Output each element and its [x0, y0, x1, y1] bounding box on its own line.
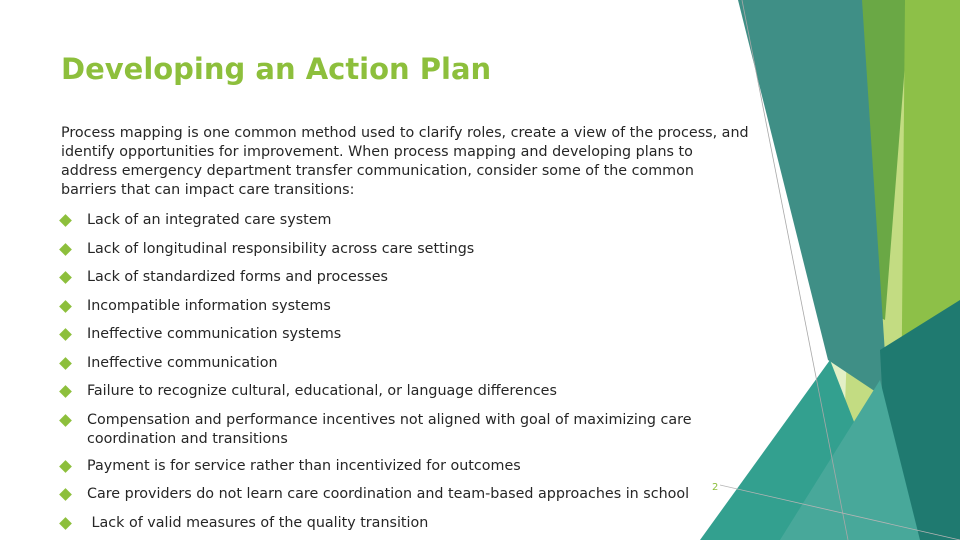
diamond-bullet-icon — [59, 414, 72, 427]
list-item — [61, 211, 741, 230]
list-item-text: Care providers do not learn care coordination and team-based approaches in school — [87, 486, 690, 502]
diamond-bullet-icon — [59, 488, 72, 501]
diamond-bullet-icon — [59, 328, 72, 341]
list-item — [61, 354, 741, 373]
slide-title: Developing an Action Plan — [61, 52, 492, 86]
list-item-text: Payment is for service rather than incentivized for outcomes — [87, 458, 521, 474]
list-item-text: Ineffective communication — [87, 355, 278, 371]
diamond-bullet-icon — [59, 243, 72, 256]
list-item — [61, 268, 741, 287]
list-item — [61, 297, 741, 316]
diamond-bullet-icon — [59, 357, 72, 370]
list-item — [61, 485, 741, 504]
list-item-text: Compensation and performance incentives not aligned with goal of maximizing care coordination and transitions — [87, 412, 692, 447]
list-item-text: Incompatible information systems — [87, 298, 331, 314]
diamond-bullet-icon — [59, 385, 72, 398]
intro-paragraph: Process mapping is one common method used to clarify roles, create a view of the process, and identify opportunities for improvement. When process mapping and developing plans to address emergency department transfer communication, consider some of the common barriers that can impact care transitions: — [61, 125, 749, 198]
list-item-text: Lack of an integrated care system — [87, 212, 332, 228]
diamond-bullet-icon — [59, 460, 72, 473]
diamond-bullet-icon — [59, 517, 72, 530]
list-item-text: Lack of longitudinal responsibility across care settings — [87, 241, 475, 257]
list-item — [61, 382, 741, 401]
diamond-bullet-icon — [59, 214, 72, 227]
list-item-text: Lack of standardized forms and processes — [87, 269, 388, 285]
teal-shape — [738, 0, 888, 400]
slide-number: 2 — [712, 482, 719, 493]
list-item-text: Lack of valid measures of the quality transition — [87, 515, 429, 531]
list-item — [61, 325, 741, 344]
diamond-bullet-icon — [59, 271, 72, 284]
list-item — [61, 240, 741, 259]
list-item-text: Ineffective communication systems — [87, 326, 342, 342]
list-item-text: Failure to recognize cultural, educational, or language differences — [87, 383, 557, 399]
list-item — [61, 411, 741, 449]
diamond-bullet-icon — [59, 300, 72, 313]
list-item — [61, 514, 741, 533]
list-item — [61, 457, 741, 476]
